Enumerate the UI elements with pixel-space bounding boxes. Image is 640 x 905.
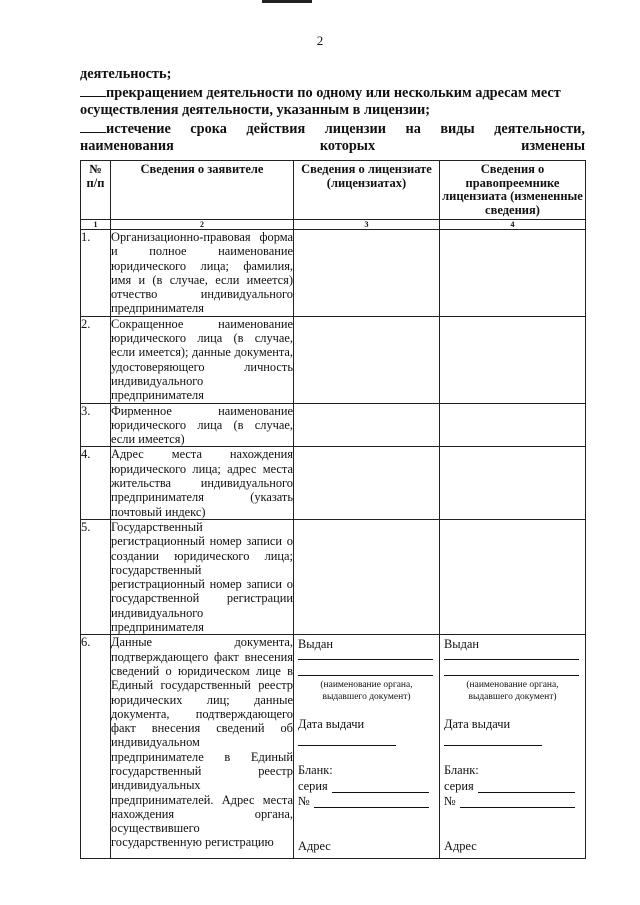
row-number: 5. (81, 519, 111, 634)
header-successor: Сведения о правопреемнике лицензиата (измененные сведения) (440, 161, 586, 220)
table-row (81, 230, 586, 317)
intro-text (80, 66, 585, 156)
table-row (81, 519, 586, 634)
row-description: Государственный регистрационный номер записи о создании юридического лица; государственный регистрационный номер записи о государственной регистрации индивидуального предпринимателя (111, 519, 293, 635)
address-label: Адрес (298, 839, 331, 854)
row-description: Данные документа, подтверждающего факт внесения сведений о юридическом лице в Единый государственный реестр юридических лиц; данные документа, подтверждающего факт внесения сведений об индивидуальном предпринимателе в Единый государственный реестр индивидуальных предпринимателей. Адрес места нахождения органа, осуществившего государственную регистрацию (111, 635, 294, 859)
checkbox-blank[interactable] (80, 120, 106, 133)
series-line[interactable] (332, 792, 429, 793)
issued-line[interactable] (298, 675, 433, 676)
licensee-registration-fields (294, 635, 440, 859)
number-label: № (444, 794, 456, 809)
checkbox-blank[interactable] (80, 84, 106, 97)
successor-input-cell[interactable] (440, 403, 586, 447)
issue-date-label: Дата выдачи (444, 717, 511, 732)
row-number: 2. (81, 316, 111, 403)
successor-input-cell[interactable] (440, 447, 586, 519)
licensee-input-cell[interactable] (294, 403, 440, 447)
row-number: 3. (81, 403, 111, 447)
table-row (81, 447, 586, 519)
table-header-row (81, 161, 586, 220)
column-number-row (81, 220, 586, 230)
successor-input-cell[interactable] (440, 519, 586, 634)
successor-input-cell[interactable] (440, 316, 586, 403)
intro-line-1: деятельность; (80, 66, 172, 82)
issue-date-label: Дата выдачи (298, 717, 365, 732)
row-description: Организационно-правовая форма и полное наименование юридического лица; фамилия, имя и (в случае, если имеется) отчество индивидуального предпринимателя (111, 230, 293, 316)
column-number: 4 (440, 220, 586, 230)
form-label: Бланк: (298, 763, 333, 778)
table-row (81, 403, 586, 447)
licensee-input-cell[interactable] (294, 230, 440, 317)
page-number: 2 (316, 33, 324, 48)
row-number: 6. (81, 635, 111, 859)
intro-option-1 (80, 84, 585, 120)
issued-label: Выдан (298, 637, 334, 652)
header-number: № п/п (81, 161, 111, 220)
column-number: 3 (294, 220, 440, 230)
issuer-note: (наименование органа, выдавшего документ) (320, 680, 413, 703)
table-row (81, 635, 586, 859)
column-number: 1 (81, 220, 111, 230)
series-label: серия (298, 779, 328, 794)
successor-registration-fields (440, 635, 586, 859)
intro-option-1-text: прекращением деятельности по одному или нескольким адресам мест осуществления деятельности, указанным в лицензии; (80, 84, 561, 118)
issuer-note: (наименование органа, выдавшего документ) (466, 680, 559, 703)
issue-date-line[interactable] (298, 745, 396, 746)
licensee-input-cell[interactable] (294, 316, 440, 403)
series-label: серия (444, 779, 474, 794)
license-info-table (80, 160, 586, 859)
header-licensee: Сведения о лицензиате (лицензиатах) (294, 161, 440, 220)
header-applicant: Сведения о заявителе (111, 161, 294, 220)
intro-option-2-text: истечение срока действия лицензии на виды деятельности, наименования которых изменены (80, 120, 585, 154)
row-description: Фирменное наименование юридического лица (в случае, если имеется) (111, 403, 293, 447)
intro-option-2 (80, 120, 585, 156)
licensee-input-cell[interactable] (294, 519, 440, 634)
row-number: 4. (81, 447, 111, 519)
issued-line[interactable] (444, 675, 579, 676)
row-description: Сокращенное наименование юридического лица (в случае, если имеется); данные документа, удостоверяющего личность индивидуального предпринимателя (111, 316, 293, 403)
column-number: 2 (111, 220, 294, 230)
issued-label: Выдан (444, 637, 480, 652)
number-line[interactable] (460, 807, 575, 808)
issued-line[interactable] (444, 659, 579, 660)
issued-line[interactable] (298, 659, 433, 660)
successor-input-cell[interactable] (440, 230, 586, 317)
number-label: № (298, 794, 310, 809)
series-line[interactable] (478, 792, 575, 793)
licensee-input-cell[interactable] (294, 447, 440, 519)
form-label: Бланк: (444, 763, 479, 778)
address-label: Адрес (444, 839, 477, 854)
number-line[interactable] (314, 807, 429, 808)
scan-mark (262, 0, 312, 3)
table-row (81, 316, 586, 403)
row-number: 1. (81, 230, 111, 317)
row-description: Адрес места нахождения юридического лица; адрес места жительства индивидуального предпринимателя (указать почтовый индекс) (111, 447, 293, 519)
issue-date-line[interactable] (444, 745, 542, 746)
